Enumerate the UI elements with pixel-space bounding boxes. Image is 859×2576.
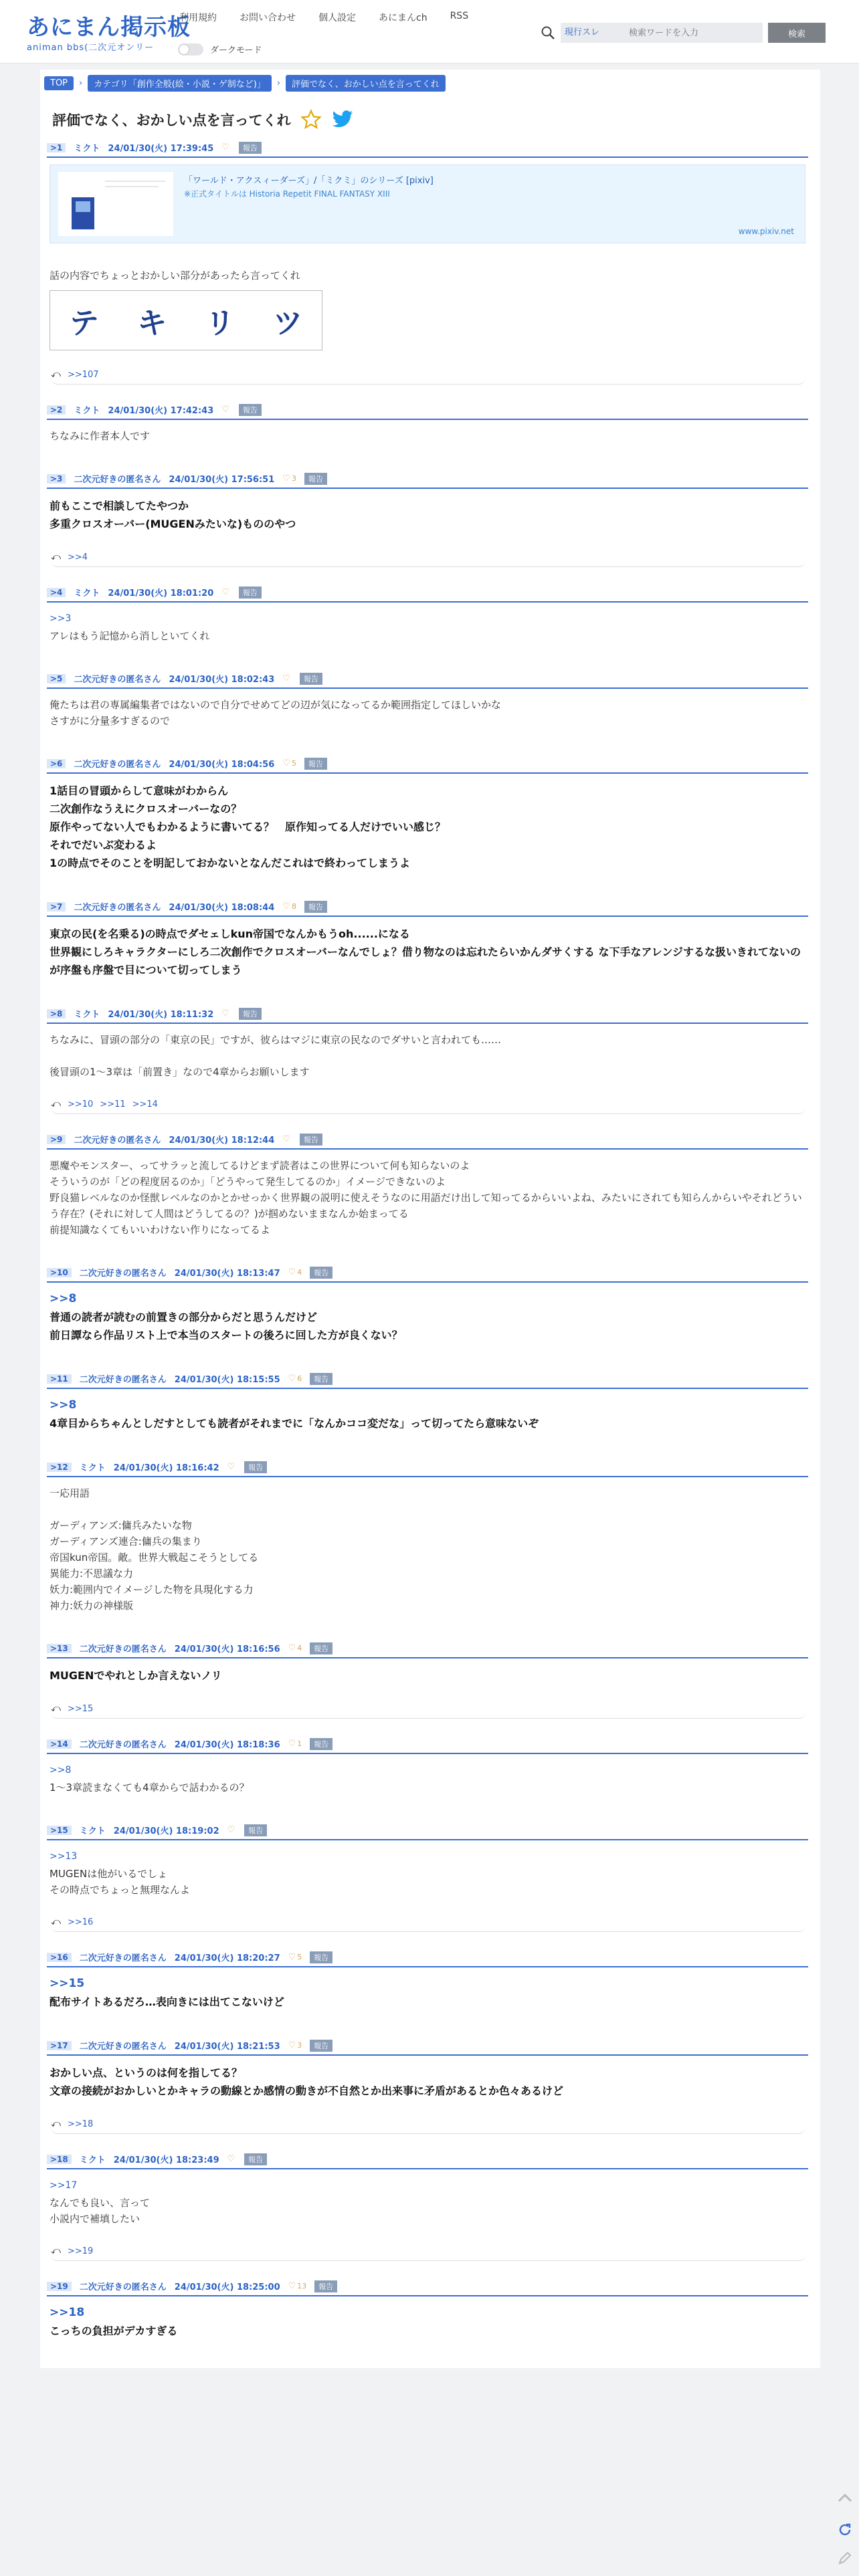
post-date: 24/01/30(火) 17:39:45 bbox=[108, 144, 214, 154]
dark-mode-control bbox=[178, 43, 262, 56]
post-body: 1話目の冒頭からして意味がわからん 二次創作なうえにクロスオーバーなの？ 原作やってない人でもわかるように書いてる？ 原作知ってる人だけでいい感じ？ それでだいぶ変わるよ 1の時点でそのことを明記しておかないとなんだこれはで終わってしまうよ bbox=[50, 784, 446, 869]
like-count: 3 bbox=[291, 474, 296, 483]
post-body: 前もここで相談してたやつか 多重クロスオーバー(MUGENみたいな)もののやつ bbox=[50, 500, 296, 530]
post-date: 24/01/30(火) 18:12:44 bbox=[169, 1136, 275, 1146]
reply-links bbox=[51, 1703, 805, 1719]
reply-link[interactable]: >>14 bbox=[132, 1099, 158, 1109]
like-button[interactable] bbox=[221, 1008, 231, 1018]
post-number[interactable]: >18 bbox=[47, 2155, 72, 2164]
like-button[interactable] bbox=[288, 1267, 302, 1277]
link-card-url: www.pixiv.net bbox=[738, 227, 794, 236]
reply-anchor[interactable]: >>15 bbox=[50, 1977, 85, 1990]
image-text-char: テ bbox=[69, 306, 99, 340]
post bbox=[47, 403, 808, 456]
report-button[interactable]: 報告 bbox=[314, 2280, 337, 2292]
post bbox=[47, 1372, 808, 1444]
post-header bbox=[47, 1824, 808, 1840]
post bbox=[47, 586, 808, 656]
post-body: MUGENでやれとしか言えないノリ bbox=[50, 1669, 222, 1682]
link-card-subtitle: ※正式タイトルは Historia Repetit FINAL FANTASY XIII bbox=[184, 189, 390, 199]
heart-icon: ♡ bbox=[288, 2281, 296, 2291]
like-button[interactable] bbox=[288, 1739, 302, 1749]
post-body: MUGENは他がいるでしょ その時点でちょっと無理なんよ bbox=[50, 1868, 191, 1896]
image-text-char: ツ bbox=[273, 306, 303, 340]
reply-links bbox=[51, 1917, 805, 1932]
post-number[interactable]: >3 bbox=[47, 474, 66, 484]
dark-mode-toggle[interactable] bbox=[178, 43, 203, 56]
reload-icon bbox=[837, 2522, 853, 2538]
post-number[interactable]: >10 bbox=[47, 1268, 72, 1277]
breadcrumb bbox=[44, 75, 820, 92]
report-button[interactable]: 報告 bbox=[239, 142, 262, 154]
breadcrumb-category[interactable]: カテゴリ「創作全般(絵・小説・ゲ制など)」 bbox=[88, 75, 272, 92]
breadcrumb-separator: › bbox=[79, 78, 83, 88]
post-date: 24/01/30(火) 18:15:55 bbox=[174, 1375, 280, 1385]
link-card-title: 「ワールド・アクスィーダーズ」/「ミクミ」のシリーズ [pixiv] bbox=[184, 176, 434, 186]
post-number[interactable]: >13 bbox=[47, 1644, 72, 1653]
poster-name: ミクト bbox=[79, 1826, 106, 1836]
post bbox=[47, 141, 808, 385]
post bbox=[47, 1461, 808, 1626]
heart-icon: ♡ bbox=[227, 1825, 235, 1835]
report-button[interactable]: 報告 bbox=[304, 758, 327, 770]
like-count: 4 bbox=[297, 1644, 302, 1652]
poster-name: 二次元好きの匿名さん bbox=[74, 903, 161, 913]
post-body: アレはもう記憶から消しといてくれ bbox=[50, 630, 210, 642]
site-header bbox=[0, 0, 859, 64]
reply-links bbox=[51, 1099, 805, 1114]
like-button[interactable] bbox=[227, 1462, 237, 1472]
image-text-char: キ bbox=[137, 306, 167, 340]
post bbox=[47, 2280, 808, 2352]
post-body: 配布サイトあるだろ…表向きには出てこないけど bbox=[50, 1996, 284, 2008]
chevron-up-icon bbox=[838, 2493, 852, 2502]
report-button[interactable]: 報告 bbox=[304, 473, 327, 485]
reply-links bbox=[51, 2246, 805, 2261]
post-date: 24/01/30(火) 18:13:47 bbox=[174, 1269, 280, 1279]
post bbox=[47, 2153, 808, 2261]
reply-link[interactable]: >>10 bbox=[67, 1099, 94, 1109]
post-body: 俺たちは君の専属編集者ではないので自分でせめてどの辺が気になってるか範囲指定してほしいかな さすがに分量多すぎるので bbox=[50, 699, 502, 727]
heart-icon: ♡ bbox=[288, 1374, 296, 1384]
post-list bbox=[40, 141, 820, 2352]
reply-link[interactable]: >>18 bbox=[67, 2119, 94, 2129]
reply-arrow-icon: ⤺ bbox=[51, 552, 61, 562]
nav-contact[interactable]: お問い合わせ bbox=[240, 13, 296, 23]
post-body: 4章目からちゃんとしだすとしても読者がそれまでに「なんかココ変だな」って切ってたら意味ないぞ bbox=[50, 1417, 539, 1430]
reply-link[interactable]: >>16 bbox=[67, 1917, 94, 1927]
poster-name: ミクト bbox=[74, 588, 100, 599]
post-number[interactable]: >5 bbox=[47, 674, 66, 683]
post-number[interactable]: >16 bbox=[47, 1953, 72, 1962]
top-nav bbox=[179, 11, 468, 24]
heart-icon: ♡ bbox=[288, 1739, 296, 1749]
post-header bbox=[47, 757, 808, 774]
post-body: 話の内容でちょっとおかしい部分があったら言ってくれ bbox=[50, 270, 300, 282]
post bbox=[47, 1266, 808, 1356]
reply-arrow-icon: ⤺ bbox=[51, 1703, 61, 1714]
post bbox=[47, 1133, 808, 1250]
post-date: 24/01/30(火) 18:01:20 bbox=[108, 588, 214, 599]
post-number[interactable]: >6 bbox=[47, 759, 66, 768]
post-header bbox=[47, 1007, 808, 1024]
post-number[interactable]: >11 bbox=[47, 1374, 72, 1384]
report-button[interactable]: 報告 bbox=[239, 586, 262, 599]
like-count: 1 bbox=[297, 1739, 302, 1748]
heart-icon: ♡ bbox=[282, 758, 290, 768]
heart-icon: ♡ bbox=[221, 1008, 229, 1018]
report-button[interactable]: 報告 bbox=[310, 1738, 332, 1750]
report-button[interactable]: 報告 bbox=[310, 1373, 332, 1385]
reply-arrow-icon: ⤺ bbox=[51, 1917, 61, 1927]
reply-links bbox=[51, 552, 805, 567]
pencil-icon bbox=[838, 2551, 852, 2565]
poster-name: 二次元好きの匿名さん bbox=[79, 1269, 167, 1279]
post-date: 24/01/30(火) 18:11:32 bbox=[108, 1010, 214, 1020]
reply-link[interactable]: >>4 bbox=[67, 552, 88, 562]
like-count: 5 bbox=[297, 1953, 302, 1961]
post-body: 1〜3章読まなくても4章からで話わかるの？ bbox=[50, 1782, 250, 1794]
post-header bbox=[47, 1737, 808, 1754]
reply-links bbox=[51, 2119, 805, 2134]
post-body: 悪魔やモンスター、ってサラッと流してるけどまず読者はこの世界について何も知らないのよ そういうのが「どの程度居るのか」「どうやって発生してるのか」イメージできないのよ 野良猫レベルなのか怪獣レベルなのかとかせっかく世界観の説明に使えそうなのに用語だけ出して知ってるからいいよね、みたいにされても知らんからいやそれどういう存在？(それに対して人間はどうしてるの？)が掴めないままなんか始まってる 前提知識なくてもいいわけない作りになってるよ bbox=[50, 1160, 802, 1236]
poster-name: 二次元好きの匿名さん bbox=[79, 1375, 167, 1385]
nav-animanch[interactable]: あにまんch bbox=[379, 13, 427, 23]
post bbox=[47, 472, 808, 567]
post-header bbox=[47, 1642, 808, 1658]
like-button[interactable] bbox=[227, 2154, 237, 2164]
reply-links bbox=[51, 369, 805, 385]
search-scope-select[interactable]: 現行スレ bbox=[561, 23, 622, 43]
post-date: 24/01/30(火) 18:23:49 bbox=[113, 2155, 219, 2165]
post-body: 一応用語 ガーディアンズ:傭兵みたいな物 ガーディアンズ連合:傭兵の集まり 帝国kun帝国。敵。世界大戦起こそうとしてる 異能力:不思議な力 妖力:範囲内でイメージした物を具現化する力 神力:妖力の神様版 bbox=[50, 1487, 259, 1612]
dark-mode-label: ダークモード bbox=[210, 45, 262, 56]
post-date: 24/01/30(火) 17:56:51 bbox=[169, 475, 275, 485]
post-header bbox=[47, 1951, 808, 1967]
post bbox=[47, 1737, 808, 1808]
post bbox=[47, 757, 808, 884]
like-button[interactable] bbox=[288, 1374, 302, 1384]
poster-name: ミクト bbox=[79, 1463, 106, 1473]
twitter-bird-icon[interactable] bbox=[331, 110, 354, 129]
post-header bbox=[47, 900, 808, 917]
poster-name: ミクト bbox=[79, 2155, 106, 2165]
post-date: 24/01/30(火) 18:25:00 bbox=[174, 2282, 280, 2292]
poster-name: 二次元好きの匿名さん bbox=[74, 760, 161, 770]
post bbox=[47, 672, 808, 741]
report-button[interactable]: 報告 bbox=[300, 1134, 322, 1146]
post-body: 普通の読者が読むの前置きの部分からだと思うんだけど 前日譚なら作品リスト上で本当のスタートの後ろに回した方が良くない？ bbox=[50, 1311, 403, 1341]
poster-name: 二次元好きの匿名さん bbox=[74, 475, 161, 485]
post-header bbox=[47, 2153, 808, 2169]
post-body: ちなみに、冒頭の部分の「東京の民」ですが、彼らはマジに東京の民なのでダサいと言われても…… 後冒頭の1〜3章は「前置き」なので4章からお願いします bbox=[50, 1034, 502, 1078]
post-header bbox=[47, 1133, 808, 1150]
report-button[interactable]: 報告 bbox=[310, 1267, 332, 1279]
like-button[interactable] bbox=[282, 673, 292, 683]
heart-icon: ♡ bbox=[221, 405, 229, 415]
post bbox=[47, 900, 808, 991]
write-button[interactable] bbox=[835, 2548, 855, 2568]
post-date: 24/01/30(火) 18:04:56 bbox=[169, 760, 275, 770]
post-body: なんでも良い、言って 小説内で補填したい bbox=[50, 2197, 151, 2225]
post-number[interactable]: >7 bbox=[47, 902, 66, 911]
link-card-thumbnail bbox=[58, 172, 173, 236]
search-bar bbox=[541, 23, 826, 43]
post-date: 24/01/30(火) 18:19:02 bbox=[113, 1826, 219, 1836]
search-icon bbox=[541, 25, 555, 40]
like-count: 13 bbox=[297, 2282, 307, 2290]
scroll-up-button[interactable] bbox=[835, 2488, 855, 2508]
reload-button[interactable] bbox=[835, 2520, 855, 2540]
report-button[interactable]: 報告 bbox=[310, 1642, 332, 1654]
post bbox=[47, 2039, 808, 2134]
post-header bbox=[47, 586, 808, 603]
post-date: 24/01/30(火) 18:08:44 bbox=[169, 903, 275, 913]
post-header bbox=[47, 1266, 808, 1283]
like-button[interactable] bbox=[282, 473, 296, 484]
post-body: おかしい点、というのは何を指してる？ 文章の接続がおかしいとかキャラの動線とか感情の動きが不自然とか出来事に矛盾があるとか色々あるけど bbox=[50, 2066, 564, 2097]
link-card[interactable] bbox=[50, 165, 805, 243]
like-button[interactable] bbox=[288, 2281, 307, 2291]
reply-arrow-icon: ⤺ bbox=[51, 2246, 61, 2256]
post-date: 24/01/30(火) 18:21:53 bbox=[174, 2042, 280, 2052]
poster-name: 二次元好きの匿名さん bbox=[79, 1740, 167, 1750]
like-count: 3 bbox=[297, 2041, 302, 2050]
post-date: 24/01/30(火) 18:16:42 bbox=[113, 1463, 219, 1473]
heart-icon: ♡ bbox=[282, 673, 290, 683]
post-body: こっちの負担がデカすぎる bbox=[50, 2325, 178, 2337]
post-date: 24/01/30(火) 18:02:43 bbox=[169, 675, 275, 685]
like-button[interactable] bbox=[221, 405, 231, 415]
post-date: 24/01/30(火) 17:42:43 bbox=[108, 406, 214, 416]
post-number[interactable]: >4 bbox=[47, 588, 66, 597]
post-header bbox=[47, 672, 808, 689]
heart-icon: ♡ bbox=[288, 1643, 296, 1653]
reply-anchor[interactable]: >>8 bbox=[50, 1292, 77, 1305]
search-input[interactable] bbox=[622, 23, 763, 43]
post-number[interactable]: >12 bbox=[47, 1463, 72, 1472]
report-button[interactable]: 報告 bbox=[244, 1461, 267, 1473]
poster-name: 二次元好きの匿名さん bbox=[79, 2042, 167, 2052]
heart-icon: ♡ bbox=[221, 587, 229, 597]
like-button[interactable] bbox=[227, 1825, 237, 1835]
post-header bbox=[47, 141, 808, 158]
post-header bbox=[47, 2280, 808, 2296]
like-count: 5 bbox=[291, 759, 296, 768]
breadcrumb-top[interactable]: TOP bbox=[44, 76, 74, 90]
report-button[interactable]: 報告 bbox=[304, 901, 327, 913]
reply-link[interactable]: >>19 bbox=[67, 2246, 94, 2256]
post-date: 24/01/30(火) 18:18:36 bbox=[174, 1740, 280, 1750]
poster-name: 二次元好きの匿名さん bbox=[74, 675, 161, 685]
poster-name: 二次元好きの匿名さん bbox=[74, 1136, 161, 1146]
report-button[interactable]: 報告 bbox=[300, 673, 322, 685]
post-body: ちなみに作者本人です bbox=[50, 430, 151, 442]
poster-name: 二次元好きの匿名さん bbox=[79, 2282, 167, 2292]
star-icon[interactable] bbox=[300, 109, 322, 130]
like-count: 8 bbox=[291, 902, 296, 911]
breadcrumb-thread[interactable]: 評価でなく、おかしい点を言ってくれ bbox=[286, 75, 446, 92]
heart-icon: ♡ bbox=[282, 901, 290, 911]
heart-icon: ♡ bbox=[282, 473, 290, 484]
nav-terms[interactable]: 利用規約 bbox=[179, 13, 217, 23]
like-button[interactable] bbox=[282, 1134, 292, 1144]
post-header bbox=[47, 472, 808, 489]
reply-anchor[interactable]: >>18 bbox=[50, 2306, 85, 2319]
report-button[interactable]: 報告 bbox=[244, 1824, 267, 1836]
search-button[interactable]: 検索 bbox=[768, 23, 826, 43]
page-title: 評価でなく、おかしい点を言ってくれ bbox=[52, 112, 291, 128]
reply-arrow-icon: ⤺ bbox=[51, 369, 61, 380]
reply-anchor[interactable]: >>13 bbox=[50, 1851, 78, 1862]
reply-arrow-icon: ⤺ bbox=[51, 1099, 61, 1109]
post-number[interactable]: >9 bbox=[47, 1135, 66, 1144]
post-header bbox=[47, 403, 808, 420]
post-number[interactable]: >8 bbox=[47, 1009, 66, 1018]
like-button[interactable] bbox=[282, 758, 296, 768]
logo-subtitle: animan bbs(二次元オンリー bbox=[27, 43, 155, 53]
reply-arrow-icon: ⤺ bbox=[51, 2119, 61, 2129]
heart-icon: ♡ bbox=[288, 1952, 296, 1962]
site-logo[interactable] bbox=[27, 15, 191, 53]
reply-anchor[interactable]: >>8 bbox=[50, 1765, 72, 1776]
heart-icon: ♡ bbox=[227, 1462, 235, 1472]
poster-name: ミクト bbox=[74, 144, 100, 154]
report-button[interactable]: 報告 bbox=[310, 2040, 332, 2052]
thread-container bbox=[40, 70, 820, 2368]
post-date: 24/01/30(火) 18:20:27 bbox=[174, 1953, 280, 1963]
logo-title: あにまん掲示板 bbox=[27, 14, 191, 41]
heart-icon: ♡ bbox=[288, 1267, 296, 1277]
heart-icon: ♡ bbox=[282, 1134, 290, 1144]
thread-title-row bbox=[52, 109, 820, 130]
reply-link[interactable]: >>15 bbox=[67, 1703, 94, 1714]
post-number[interactable]: >2 bbox=[47, 405, 66, 415]
post-header bbox=[47, 2039, 808, 2056]
post bbox=[47, 1642, 808, 1719]
post-number[interactable]: >14 bbox=[47, 1739, 72, 1749]
like-button[interactable] bbox=[288, 1643, 302, 1653]
post-body: 東京の民(を名乗る)の時点でダセェしkun帝国でなんかもうoh......になる 世界観にしろキャラクターにしろ二次創作でクロスオーバーなんでしょ？借り物なのは忘れたらいかんダサくする な下手なアレンジするな扱いきれてないのが序盤も序盤で目について切ってしまう bbox=[50, 928, 801, 976]
reply-anchor[interactable]: >>8 bbox=[50, 1398, 77, 1412]
heart-icon: ♡ bbox=[227, 2154, 235, 2164]
post bbox=[47, 1951, 808, 2023]
post-header bbox=[47, 1372, 808, 1389]
post-number[interactable]: >1 bbox=[47, 143, 66, 152]
post-number[interactable]: >19 bbox=[47, 2282, 72, 2291]
report-button[interactable]: 報告 bbox=[239, 404, 262, 416]
post-header bbox=[47, 1461, 808, 1477]
report-button[interactable]: 報告 bbox=[244, 2153, 267, 2165]
like-button[interactable] bbox=[221, 587, 231, 597]
post bbox=[47, 1007, 808, 1114]
poster-name: ミクト bbox=[74, 406, 100, 416]
heart-icon: ♡ bbox=[288, 2040, 296, 2050]
like-button[interactable] bbox=[282, 901, 296, 911]
like-count: 4 bbox=[297, 1268, 302, 1277]
nav-settings[interactable]: 個人設定 bbox=[318, 13, 356, 23]
report-button[interactable]: 報告 bbox=[239, 1008, 262, 1020]
breadcrumb-separator: › bbox=[276, 78, 281, 88]
post-number[interactable]: >17 bbox=[47, 2041, 72, 2050]
reply-link[interactable]: >>11 bbox=[100, 1099, 126, 1109]
poster-name: 二次元好きの匿名さん bbox=[79, 1644, 167, 1654]
reply-anchor[interactable]: >>17 bbox=[50, 2180, 78, 2191]
attached-image[interactable] bbox=[50, 290, 322, 350]
poster-name: ミクト bbox=[74, 1010, 100, 1020]
nav-rss[interactable]: RSS bbox=[450, 11, 469, 21]
image-text-char: リ bbox=[205, 306, 235, 340]
reply-anchor[interactable]: >>3 bbox=[50, 613, 72, 624]
like-button[interactable] bbox=[221, 142, 231, 152]
heart-icon: ♡ bbox=[221, 142, 229, 152]
like-button[interactable] bbox=[288, 2040, 302, 2050]
post-date: 24/01/30(火) 18:16:56 bbox=[174, 1644, 280, 1654]
reply-link[interactable]: >>107 bbox=[67, 369, 99, 380]
report-button[interactable]: 報告 bbox=[310, 1951, 332, 1963]
post bbox=[47, 1824, 808, 1932]
like-button[interactable] bbox=[288, 1952, 302, 1962]
like-count: 6 bbox=[297, 1374, 302, 1383]
post-number[interactable]: >15 bbox=[47, 1826, 72, 1835]
poster-name: 二次元好きの匿名さん bbox=[79, 1953, 167, 1963]
